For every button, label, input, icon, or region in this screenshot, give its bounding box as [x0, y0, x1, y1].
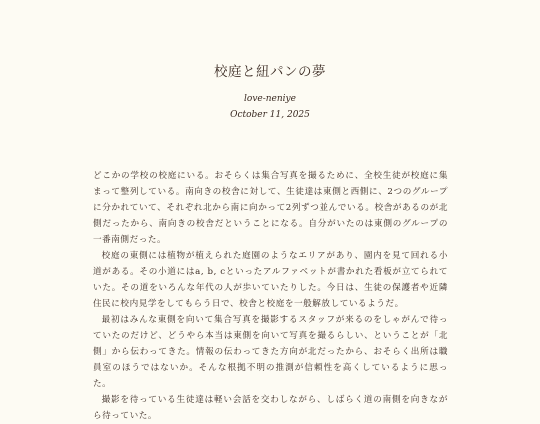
- document-title: 校庭と紐パンの夢: [214, 64, 326, 80]
- document-author: love-neniye: [244, 94, 296, 104]
- paragraph: 最初はみんな東側を向いて集合写真を撮影するスタッフが来るのをしゃがんで待っていたのだけど、どうやら本当は東側を向いて写真を撮るらしい、ということが「北側」から伝わってきた。情報の伝わってきた方向が北だったから、おそらく出所は職員室のほうではないか。そんな根拠不明の推測が信頼性を高くしているように思った。: [93, 315, 448, 389]
- document-body: [93, 168, 448, 424]
- document-date: October 11, 2025: [230, 110, 310, 120]
- paragraph: 撮影を待っている生徒達は軽い会話を交わしながら、しばらく道の南側を向きながら待っていた。: [93, 395, 448, 421]
- paragraph: 校庭の東側には植物が植えられた庭園のようなエリアがあり、園内を見て回れる小道がある。その小道にはa, b, cといったアルファベットが書かれた看板が立てられていた。その道をいろんな年代の人が歩いていたりした。今日は、生徒の保護者や近隣住民に校内見学をしてもらう日で、校舎と校庭を一般解放しているようだ。: [93, 251, 448, 309]
- paragraph: どこかの学校の校庭にいる。おそらくは集合写真を撮るために、全校生徒が校庭に集まって整列している。南向きの校舎に対して、生徒達は東側と西側に、2つのグループに分かれていて、それぞれ北から南に向かって2列ずつ並んでいる。校舎があるのが北側だったから、南向きの校舎だということになる。自分がいたのは東側のグループの一番南側だった。: [93, 171, 448, 245]
